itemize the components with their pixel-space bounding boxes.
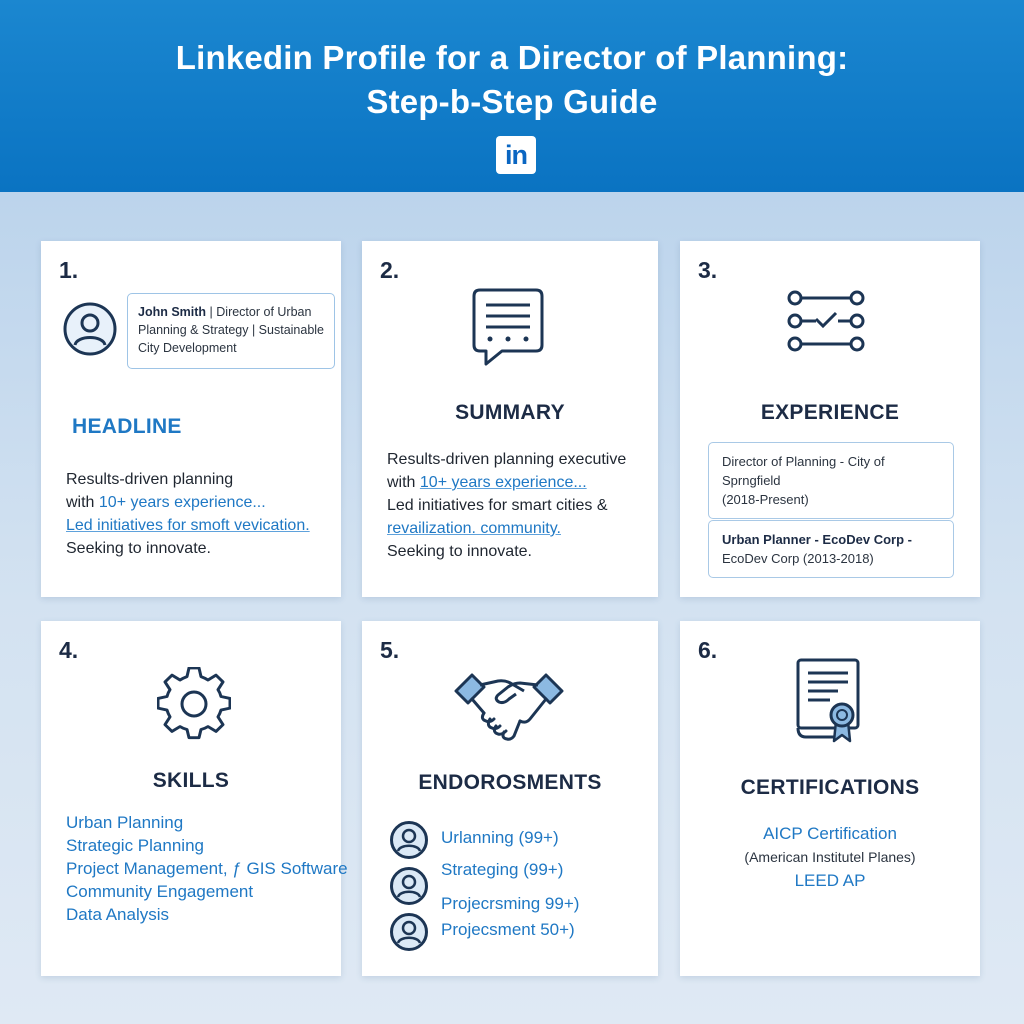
headline-highlight: 10+ years experience... (98, 494, 266, 511)
card-summary (362, 241, 658, 597)
summary-line (387, 471, 587, 494)
summary-line: Results-driven planning executive (387, 451, 627, 468)
step-number: 1. (59, 257, 79, 283)
card-title: EXPERIENCE (760, 401, 900, 424)
summary-highlight: 10+ years experience... (419, 474, 587, 491)
experience-entry (708, 442, 954, 519)
step-number: 2. (380, 257, 400, 283)
endorsement-label: Strateging (99+) (441, 860, 564, 879)
card-certifications (680, 621, 980, 976)
skill-item: Strategic Planning (66, 836, 204, 855)
experience-entry (708, 520, 954, 578)
user-avatar-icon (389, 866, 429, 906)
skill-item: Data Analysis (66, 905, 169, 924)
handshake-icon (454, 669, 564, 745)
skill-item: Urban Planning (66, 813, 184, 832)
step-number: 5. (380, 637, 400, 663)
headline-line: Led initiatives for smoft vevication. (66, 517, 310, 534)
user-avatar-icon (389, 912, 429, 952)
step-number: 4. (59, 637, 79, 663)
skill-item: Project Management, ƒ GIS Software (66, 859, 348, 878)
profile-headline-text: City Development (138, 341, 237, 355)
chat-bubble-icon (472, 287, 546, 367)
endorsement-label: Projecrsming 99+) (441, 894, 580, 913)
card-endorsements (362, 621, 658, 976)
card-headline (41, 241, 341, 597)
headline-line (66, 491, 266, 514)
job-dates: EcoDev Corp (2013-2018) (722, 551, 874, 566)
job-dates: (2018-Present) (722, 492, 809, 507)
certification-item: LEED AP (794, 871, 866, 890)
step-number: 6. (698, 637, 718, 663)
certification-item: AICP Certification (763, 824, 897, 843)
certificate-icon (794, 657, 866, 747)
card-title: CERTIFICATIONS (740, 776, 920, 799)
headline-line: Results-driven planning (66, 471, 234, 488)
user-avatar-icon (62, 301, 118, 357)
card-title: HEADLINE (72, 415, 182, 438)
profile-headline-bubble (127, 293, 335, 369)
certification-issuer: (American Institutel Planes) (744, 849, 916, 865)
user-avatar-icon (389, 820, 429, 860)
profile-headline-text: Planning & Strategy | Sustainable (138, 323, 325, 337)
card-title: SKILLS (152, 769, 230, 792)
card-skills (41, 621, 348, 976)
linkedin-logo: in (496, 136, 536, 174)
page-title-line2: Step-b-Step Guide (366, 83, 658, 120)
card-title: ENDOROSMENTS (418, 771, 602, 794)
summary-text: with (387, 474, 420, 491)
timeline-checklist-icon (786, 289, 866, 353)
summary-line: Seeking to innovate. (387, 543, 532, 560)
profile-name: John Smith (138, 305, 207, 319)
card-title: SUMMARY (455, 401, 565, 424)
header-banner (0, 0, 1024, 192)
endorsement-label: Urlanning (99+) (441, 828, 559, 847)
page-title-line1: Linkedin Profile for a Director of Planning: (175, 39, 849, 76)
profile-headline-text: | Director of Urban (209, 305, 312, 319)
job-title: Director of Planning - City of Sprngfield (722, 454, 885, 488)
endorsement-label: Projecsment 50+) (441, 920, 575, 939)
step-number: 3. (698, 257, 718, 283)
card-experience (680, 241, 980, 597)
headline-text: with (66, 494, 99, 511)
headline-line: Seeking to innovate. (66, 540, 211, 557)
job-title: Urban Planner - EcoDev Corp - (722, 532, 912, 547)
gear-icon (157, 667, 231, 741)
summary-line: Led initiatives for smart cities & (387, 497, 608, 514)
skill-item: Community Engagement (66, 882, 254, 901)
summary-line: revailization. community. (387, 520, 561, 537)
